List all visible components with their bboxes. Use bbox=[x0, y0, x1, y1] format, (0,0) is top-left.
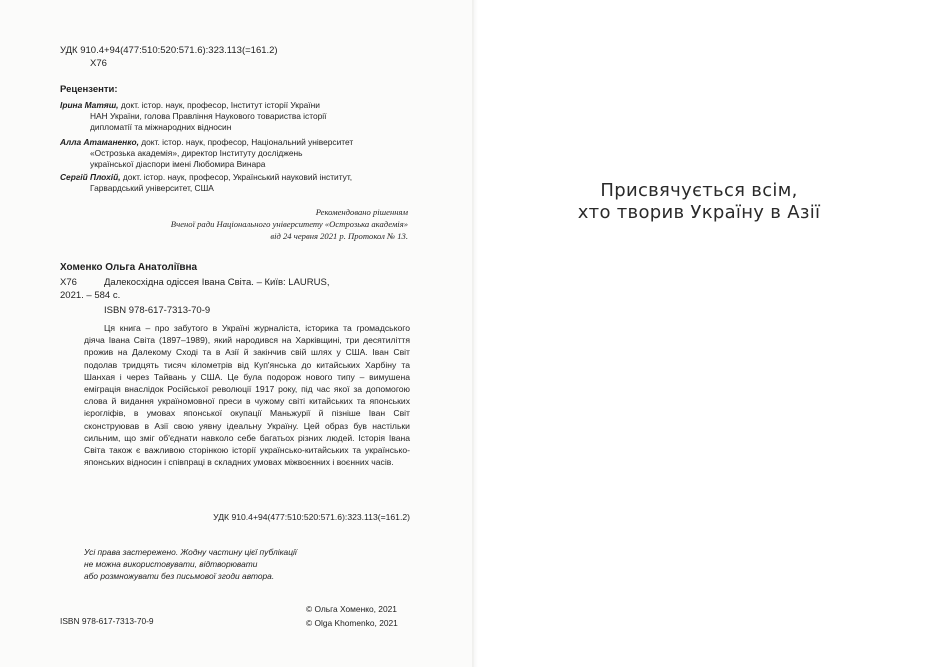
reviewer-name: Алла Атаманенко, bbox=[60, 137, 139, 147]
book-gutter bbox=[472, 0, 478, 667]
author-code: Х76 bbox=[60, 277, 77, 288]
reviewer-1 bbox=[60, 100, 420, 133]
dedication-line: Присвячується всім, bbox=[600, 180, 798, 201]
author-code-top: Х76 bbox=[90, 58, 107, 69]
copyright-line: © Ольга Хоменко, 2021 bbox=[306, 604, 397, 614]
recommendation-line: Рекомендовано рішенням bbox=[315, 207, 408, 217]
rights-line: Усі права застережено. Жодну частину цієї публікації bbox=[84, 547, 297, 557]
reviewer-line: докт. істор. наук, професор, Інститут історії України bbox=[120, 100, 320, 110]
rights-line: не можна використовувати, відтворювати bbox=[84, 559, 258, 569]
recommendation-line: від 24 червня 2021 р. Протокол № 13. bbox=[270, 231, 408, 241]
publication-details: 2021. – 584 с. bbox=[60, 290, 121, 301]
reviewer-3 bbox=[60, 172, 420, 194]
reviewers-heading: Рецензенти: bbox=[60, 84, 118, 95]
reviewer-line: «Острозька академія», директор Інституту досліджень bbox=[90, 148, 303, 158]
bibliographic-entry bbox=[60, 276, 420, 302]
author-name: Хоменко Ольга Анатоліївна bbox=[60, 262, 198, 273]
dedication bbox=[474, 180, 948, 224]
reviewer-line: докт. істор. наук, професор, Національний університет bbox=[141, 137, 354, 147]
reviewer-line: Гарвардський університет, США bbox=[90, 183, 214, 193]
udk-classification-bottom: УДК 910.4+94(477:510:520:571.6):323.113(=161.2) bbox=[213, 512, 410, 522]
isbn-bottom: ISBN 978-617-7313-70-9 bbox=[60, 616, 154, 626]
copyright-block bbox=[306, 602, 398, 630]
copyright-line: © Olga Khomenko, 2021 bbox=[306, 618, 398, 628]
rights-line: або розмножувати без письмової згоди автора. bbox=[84, 571, 275, 581]
recommendation-line: Вченої ради Національного університету «Острозька академія» bbox=[170, 219, 408, 229]
reviewer-name: Сергій Плохій, bbox=[60, 172, 121, 182]
reviewer-2 bbox=[60, 137, 420, 170]
reviewer-line: дипломатії та міжнародних відносин bbox=[90, 122, 232, 132]
reviewer-name: Ірина Матяш, bbox=[60, 100, 119, 110]
book-title-line: Далекосхідна одіссея Івана Світа. – Київ: LAURUS, bbox=[104, 277, 330, 288]
book-abstract: Ця книга – про забутого в Україні журналіста, історика та громадського діяча Івана Світа (1897–1989), який народився на Харківщині, три десятиліття прожив на Далекому Сході та в Азії й закінчив свій шлях у США. Іван Світ подолав тридцять тисяч кілометрів від Куп'янська до китайських Харбіну та Шанхая і через Тайвань у США. Це була подорож нового типу – вимушена еміграція внаслідок Російської революції 1917 року, під час якої за допомогою слова й видання україномовної преси в чужому світі китайських та японських ієрогліфів, в умовах японської окупації Маньжурії й пізніше Іван Світ сконструював в Азії свою уявну ідеальну Україну. Цей образ був настільки сильним, що зміг об'єднати навколо себе багатьох різних людей. Історія Івана Світа також є важливою сторінкою історії українсько-китайських та українсько-японських відносин і співпраці в складних умовах міжвоєнних і воєнних часів. bbox=[84, 323, 410, 468]
dedication-line: хто творив Україну в Азії bbox=[577, 202, 821, 223]
udk-classification-top: УДК 910.4+94(477:510:520:571.6):323.113(=161.2) bbox=[60, 45, 278, 56]
dedication-page bbox=[474, 0, 948, 667]
rights-notice bbox=[84, 546, 344, 582]
isbn: ISBN 978-617-7313-70-9 bbox=[104, 305, 211, 316]
reviewer-line: НАН України, голова Правління Наукового товариства історії bbox=[90, 111, 327, 121]
reviewer-line: докт. істор. наук, професор, Український науковий інститут, bbox=[122, 172, 353, 182]
reviewer-line: української діаспори імені Любомира Винара bbox=[90, 159, 266, 169]
recommendation-block bbox=[60, 206, 420, 242]
